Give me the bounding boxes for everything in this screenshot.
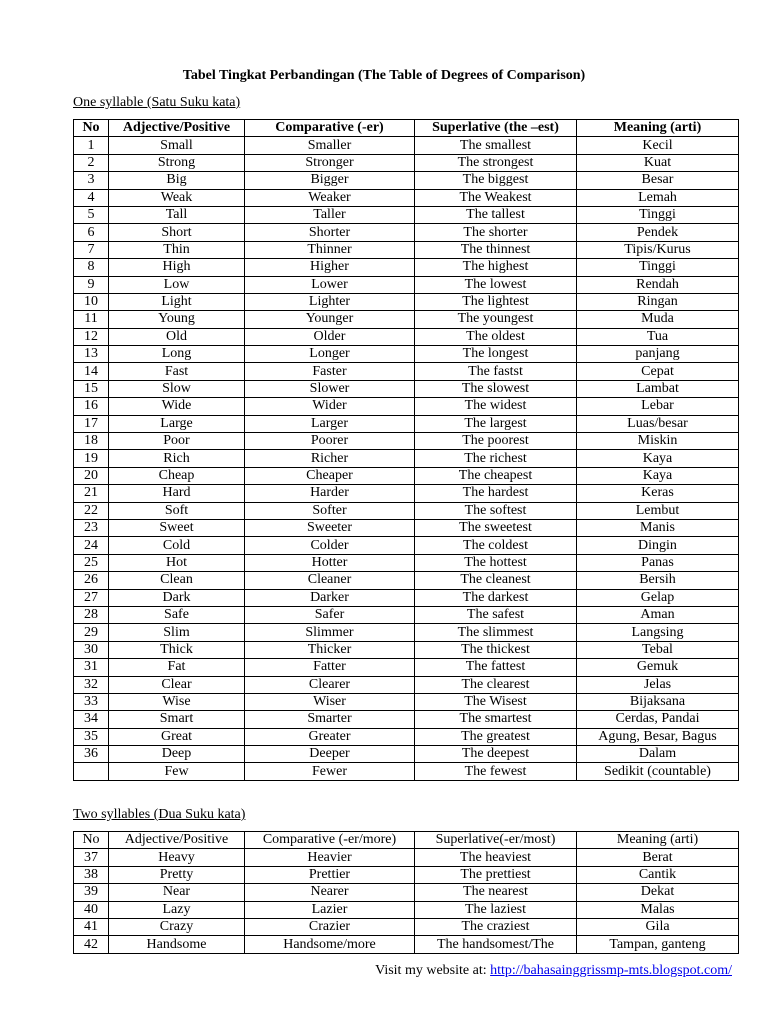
cell-adjective: Sweet — [109, 519, 245, 536]
column-header-adjective: Adjective/Positive — [109, 832, 245, 849]
cell-no: 42 — [74, 936, 109, 953]
cell-superlative: The highest — [415, 259, 577, 276]
document-title: Tabel Tingkat Perbandingan (The Table of Degrees of Comparison) — [182, 68, 586, 83]
table-row — [74, 659, 739, 676]
cell-adjective: Crazy — [109, 918, 245, 935]
cell-meaning: Bijaksana — [577, 693, 739, 710]
cell-no: 24 — [74, 537, 109, 554]
cell-no: 15 — [74, 380, 109, 397]
cell-meaning: Aman — [577, 606, 739, 623]
cell-no: 10 — [74, 293, 109, 310]
table-row — [74, 537, 739, 554]
cell-adjective: High — [109, 259, 245, 276]
table-row — [74, 328, 739, 345]
cell-comparative: Thinner — [245, 241, 415, 258]
cell-no: 1 — [74, 137, 109, 154]
table-row — [74, 589, 739, 606]
cell-no: 27 — [74, 589, 109, 606]
table-row — [74, 276, 739, 293]
cell-adjective: Fast — [109, 363, 245, 380]
table-row — [74, 398, 739, 415]
cell-comparative: Lighter — [245, 293, 415, 310]
cell-adjective: Heavy — [109, 849, 245, 866]
cell-meaning: Pendek — [577, 224, 739, 241]
table-row — [74, 641, 739, 658]
cell-comparative: Wider — [245, 398, 415, 415]
cell-comparative: Slower — [245, 380, 415, 397]
table-row — [74, 346, 739, 363]
cell-comparative: Smarter — [245, 711, 415, 728]
cell-superlative: The slimmest — [415, 624, 577, 641]
cell-no: 16 — [74, 398, 109, 415]
cell-no: 7 — [74, 241, 109, 258]
cell-superlative: The prettiest — [415, 866, 577, 883]
cell-adjective: Old — [109, 328, 245, 345]
table-row — [74, 936, 739, 953]
cell-superlative: The smallest — [415, 137, 577, 154]
table-header-row — [74, 832, 739, 849]
two-syllables-table — [73, 831, 739, 954]
cell-adjective: Cold — [109, 537, 245, 554]
cell-superlative: The hardest — [415, 485, 577, 502]
cell-comparative: Fewer — [245, 763, 415, 780]
cell-no: 14 — [74, 363, 109, 380]
column-header-superlative: Superlative(-er/most) — [415, 832, 577, 849]
cell-no: 18 — [74, 433, 109, 450]
cell-superlative: The largest — [415, 415, 577, 432]
cell-adjective: Slim — [109, 624, 245, 641]
cell-adjective: Clear — [109, 676, 245, 693]
cell-meaning: Tebal — [577, 641, 739, 658]
cell-superlative: The sweetest — [415, 519, 577, 536]
cell-meaning: Lemah — [577, 189, 739, 206]
cell-superlative: The richest — [415, 450, 577, 467]
cell-no: 26 — [74, 572, 109, 589]
cell-no: 22 — [74, 502, 109, 519]
cell-superlative: The smartest — [415, 711, 577, 728]
column-header-meaning: Meaning (arti) — [577, 120, 739, 137]
cell-meaning: Manis — [577, 519, 739, 536]
cell-adjective: Short — [109, 224, 245, 241]
cell-no: 12 — [74, 328, 109, 345]
table-row — [74, 502, 739, 519]
cell-superlative: The safest — [415, 606, 577, 623]
cell-meaning: Tua — [577, 328, 739, 345]
cell-no: 40 — [74, 901, 109, 918]
table-header-row — [74, 120, 739, 137]
cell-comparative: Fatter — [245, 659, 415, 676]
cell-adjective: Great — [109, 728, 245, 745]
cell-meaning: Tinggi — [577, 259, 739, 276]
cell-adjective: Large — [109, 415, 245, 432]
table-row — [74, 746, 739, 763]
cell-no: 41 — [74, 918, 109, 935]
table-row — [74, 606, 739, 623]
cell-meaning: Lebar — [577, 398, 739, 415]
cell-superlative: The darkest — [415, 589, 577, 606]
cell-no: 9 — [74, 276, 109, 293]
table-row — [74, 415, 739, 432]
cell-adjective: Rich — [109, 450, 245, 467]
cell-superlative: The handsomest/The — [415, 936, 577, 953]
cell-comparative: Softer — [245, 502, 415, 519]
website-link[interactable]: http://bahasainggrissmp-mts.blogspot.com/ — [490, 963, 732, 978]
cell-superlative: The clearest — [415, 676, 577, 693]
cell-meaning: Dekat — [577, 884, 739, 901]
table-row — [74, 572, 739, 589]
cell-adjective: Poor — [109, 433, 245, 450]
cell-comparative: Nearer — [245, 884, 415, 901]
cell-no: 36 — [74, 746, 109, 763]
cell-superlative: The hottest — [415, 554, 577, 571]
cell-adjective: Clean — [109, 572, 245, 589]
cell-meaning: Dingin — [577, 537, 739, 554]
cell-comparative: Younger — [245, 311, 415, 328]
cell-no: 33 — [74, 693, 109, 710]
cell-no: 6 — [74, 224, 109, 241]
cell-meaning: Gelap — [577, 589, 739, 606]
cell-adjective: Pretty — [109, 866, 245, 883]
table-row — [74, 693, 739, 710]
cell-adjective: Wise — [109, 693, 245, 710]
cell-comparative: Cleaner — [245, 572, 415, 589]
cell-meaning: Gemuk — [577, 659, 739, 676]
cell-comparative: Cheaper — [245, 467, 415, 484]
cell-no: 28 — [74, 606, 109, 623]
cell-comparative: Lazier — [245, 901, 415, 918]
cell-comparative: Slimmer — [245, 624, 415, 641]
table-row — [74, 241, 739, 258]
table-row — [74, 380, 739, 397]
cell-superlative: The deepest — [415, 746, 577, 763]
column-header-comparative: Comparative (-er/more) — [245, 832, 415, 849]
cell-superlative: The biggest — [415, 172, 577, 189]
table-row — [74, 918, 739, 935]
cell-meaning: Gila — [577, 918, 739, 935]
cell-no: 25 — [74, 554, 109, 571]
cell-comparative: Poorer — [245, 433, 415, 450]
cell-no: 37 — [74, 849, 109, 866]
cell-adjective: Young — [109, 311, 245, 328]
one-syllable-table — [73, 119, 739, 781]
cell-no: 13 — [74, 346, 109, 363]
cell-adjective: Cheap — [109, 467, 245, 484]
column-header-no: No — [74, 832, 109, 849]
cell-meaning: Kecil — [577, 137, 739, 154]
cell-adjective: Low — [109, 276, 245, 293]
cell-adjective: Long — [109, 346, 245, 363]
cell-superlative: The widest — [415, 398, 577, 415]
cell-meaning: Cepat — [577, 363, 739, 380]
table-row — [74, 467, 739, 484]
cell-comparative: Bigger — [245, 172, 415, 189]
cell-meaning: Tipis/Kurus — [577, 241, 739, 258]
cell-comparative: Darker — [245, 589, 415, 606]
cell-adjective: Small — [109, 137, 245, 154]
cell-comparative: Smaller — [245, 137, 415, 154]
table-row — [74, 137, 739, 154]
cell-meaning: Malas — [577, 901, 739, 918]
cell-meaning: Panas — [577, 554, 739, 571]
cell-comparative: Thicker — [245, 641, 415, 658]
table-row — [74, 866, 739, 883]
table-row — [74, 259, 739, 276]
cell-superlative: The shorter — [415, 224, 577, 241]
cell-adjective: Dark — [109, 589, 245, 606]
cell-no: 32 — [74, 676, 109, 693]
cell-superlative: The thinnest — [415, 241, 577, 258]
cell-comparative: Colder — [245, 537, 415, 554]
cell-meaning: Besar — [577, 172, 739, 189]
table-row — [74, 485, 739, 502]
cell-comparative: Clearer — [245, 676, 415, 693]
cell-adjective: Big — [109, 172, 245, 189]
cell-meaning: Lembut — [577, 502, 739, 519]
cell-superlative: The greatest — [415, 728, 577, 745]
cell-meaning: Cantik — [577, 866, 739, 883]
cell-comparative: Higher — [245, 259, 415, 276]
table-row — [74, 676, 739, 693]
cell-no: 11 — [74, 311, 109, 328]
cell-superlative: The laziest — [415, 901, 577, 918]
cell-no: 20 — [74, 467, 109, 484]
cell-no: 35 — [74, 728, 109, 745]
cell-comparative: Larger — [245, 415, 415, 432]
cell-adjective: Soft — [109, 502, 245, 519]
column-header-superlative: Superlative (the –est) — [415, 120, 577, 137]
cell-no: 38 — [74, 866, 109, 883]
cell-meaning: Berat — [577, 849, 739, 866]
cell-no: 2 — [74, 154, 109, 171]
cell-superlative: The youngest — [415, 311, 577, 328]
column-header-comparative: Comparative (-er) — [245, 120, 415, 137]
cell-meaning: Kaya — [577, 450, 739, 467]
table-row — [74, 849, 739, 866]
cell-adjective: Strong — [109, 154, 245, 171]
cell-no: 30 — [74, 641, 109, 658]
table-row — [74, 206, 739, 223]
cell-meaning: Muda — [577, 311, 739, 328]
cell-meaning: Lambat — [577, 380, 739, 397]
cell-comparative: Handsome/more — [245, 936, 415, 953]
cell-adjective: Smart — [109, 711, 245, 728]
cell-superlative: The fattest — [415, 659, 577, 676]
cell-superlative: The heaviest — [415, 849, 577, 866]
table-row — [74, 519, 739, 536]
cell-superlative: The lightest — [415, 293, 577, 310]
table-row — [74, 154, 739, 171]
table-row — [74, 311, 739, 328]
cell-comparative: Safer — [245, 606, 415, 623]
table-row — [74, 363, 739, 380]
cell-comparative: Older — [245, 328, 415, 345]
cell-superlative: The thickest — [415, 641, 577, 658]
cell-meaning: Keras — [577, 485, 739, 502]
cell-comparative: Faster — [245, 363, 415, 380]
cell-superlative: The Weakest — [415, 189, 577, 206]
section-heading-one-syllable: One syllable (Satu Suku kata) — [73, 95, 241, 110]
cell-no: 23 — [74, 519, 109, 536]
cell-superlative: The softest — [415, 502, 577, 519]
cell-meaning: Jelas — [577, 676, 739, 693]
cell-superlative: The cheapest — [415, 467, 577, 484]
column-header-no: No — [74, 120, 109, 137]
cell-adjective: Lazy — [109, 901, 245, 918]
cell-comparative: Harder — [245, 485, 415, 502]
cell-adjective: Fat — [109, 659, 245, 676]
cell-comparative: Hotter — [245, 554, 415, 571]
cell-adjective: Near — [109, 884, 245, 901]
cell-comparative: Greater — [245, 728, 415, 745]
cell-meaning: Tinggi — [577, 206, 739, 223]
cell-no: 5 — [74, 206, 109, 223]
cell-comparative: Lower — [245, 276, 415, 293]
cell-adjective: Slow — [109, 380, 245, 397]
cell-meaning: Kuat — [577, 154, 739, 171]
cell-meaning: Cerdas, Pandai — [577, 711, 739, 728]
section-heading-two-syllables: Two syllables (Dua Suku kata) — [73, 807, 246, 822]
cell-meaning: Sedikit (countable) — [577, 763, 739, 780]
cell-no: 3 — [74, 172, 109, 189]
cell-no: 39 — [74, 884, 109, 901]
table-row — [74, 711, 739, 728]
table-row — [74, 554, 739, 571]
cell-meaning: Dalam — [577, 746, 739, 763]
cell-no: 29 — [74, 624, 109, 641]
cell-superlative: The fastst — [415, 363, 577, 380]
cell-meaning: panjang — [577, 346, 739, 363]
cell-comparative: Heavier — [245, 849, 415, 866]
cell-adjective: Safe — [109, 606, 245, 623]
cell-adjective: Thin — [109, 241, 245, 258]
cell-superlative: The longest — [415, 346, 577, 363]
cell-no: 17 — [74, 415, 109, 432]
cell-meaning: Kaya — [577, 467, 739, 484]
cell-superlative: The nearest — [415, 884, 577, 901]
cell-comparative: Weaker — [245, 189, 415, 206]
cell-superlative: The oldest — [415, 328, 577, 345]
cell-comparative: Taller — [245, 206, 415, 223]
table-row — [74, 884, 739, 901]
cell-comparative: Longer — [245, 346, 415, 363]
cell-adjective: Weak — [109, 189, 245, 206]
cell-meaning: Luas/besar — [577, 415, 739, 432]
cell-meaning: Miskin — [577, 433, 739, 450]
cell-adjective: Hard — [109, 485, 245, 502]
cell-comparative: Shorter — [245, 224, 415, 241]
cell-superlative: The Wisest — [415, 693, 577, 710]
cell-meaning: Bersih — [577, 572, 739, 589]
table-row — [74, 624, 739, 641]
cell-adjective: Hot — [109, 554, 245, 571]
cell-adjective: Light — [109, 293, 245, 310]
table-row — [74, 763, 739, 780]
cell-comparative: Deeper — [245, 746, 415, 763]
cell-adjective: Few — [109, 763, 245, 780]
cell-meaning: Langsing — [577, 624, 739, 641]
cell-superlative: The craziest — [415, 918, 577, 935]
column-header-meaning: Meaning (arti) — [577, 832, 739, 849]
cell-adjective: Deep — [109, 746, 245, 763]
cell-superlative: The poorest — [415, 433, 577, 450]
cell-comparative: Prettier — [245, 866, 415, 883]
table-row — [74, 224, 739, 241]
cell-superlative: The fewest — [415, 763, 577, 780]
table-row — [74, 901, 739, 918]
cell-superlative: The cleanest — [415, 572, 577, 589]
cell-no: 8 — [74, 259, 109, 276]
cell-comparative: Wiser — [245, 693, 415, 710]
table-row — [74, 189, 739, 206]
cell-no — [74, 763, 109, 780]
cell-meaning: Tampan, ganteng — [577, 936, 739, 953]
cell-adjective: Thick — [109, 641, 245, 658]
cell-comparative: Richer — [245, 450, 415, 467]
cell-comparative: Stronger — [245, 154, 415, 171]
footer — [0, 962, 732, 980]
cell-no: 34 — [74, 711, 109, 728]
cell-adjective: Tall — [109, 206, 245, 223]
footer-text: Visit my website at: — [375, 963, 487, 978]
cell-superlative: The strongest — [415, 154, 577, 171]
cell-superlative: The lowest — [415, 276, 577, 293]
cell-superlative: The slowest — [415, 380, 577, 397]
cell-no: 21 — [74, 485, 109, 502]
cell-meaning: Agung, Besar, Bagus — [577, 728, 739, 745]
table-row — [74, 450, 739, 467]
cell-comparative: Sweeter — [245, 519, 415, 536]
cell-no: 31 — [74, 659, 109, 676]
cell-meaning: Ringan — [577, 293, 739, 310]
cell-adjective: Wide — [109, 398, 245, 415]
table-row — [74, 433, 739, 450]
cell-comparative: Crazier — [245, 918, 415, 935]
cell-no: 4 — [74, 189, 109, 206]
table-row — [74, 728, 739, 745]
table-row — [74, 293, 739, 310]
cell-no: 19 — [74, 450, 109, 467]
cell-superlative: The tallest — [415, 206, 577, 223]
cell-meaning: Rendah — [577, 276, 739, 293]
column-header-adjective: Adjective/Positive — [109, 120, 245, 137]
cell-adjective: Handsome — [109, 936, 245, 953]
table-row — [74, 172, 739, 189]
cell-superlative: The coldest — [415, 537, 577, 554]
